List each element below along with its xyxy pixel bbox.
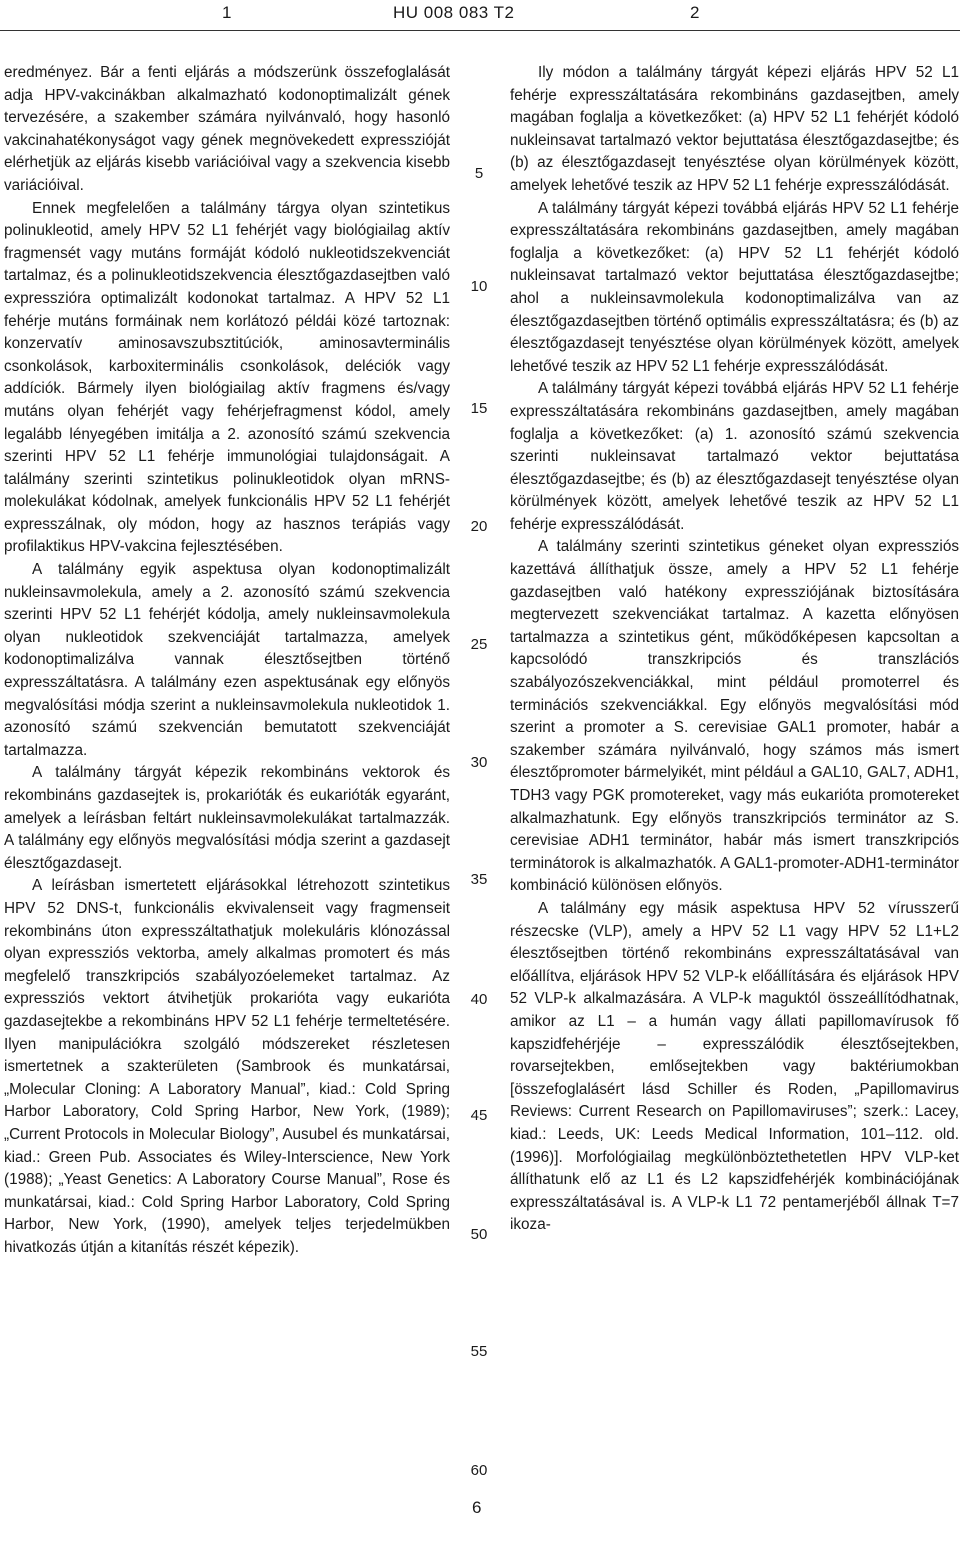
paragraph: A találmány tárgyát képezik rekombináns vektorok és rekombináns gazdasejtek is, prokarióták és eukarióták egyaránt, amelyek a leírásban feltárt nukleinsavmolekulákat tartalmazzák. A találmány egy előnyös megvalósítási módja szerint a gazdasejt élesztőgazdasejt. <box>4 764 450 872</box>
paragraph: Ily módon a találmány tárgyát képezi eljárás HPV 52 L1 fehérje expresszáltatására rekombináns gazdasejtben, amely magában foglalja a következőket: (a) HPV 52 L1 fehérjét kódoló nukleinsavat tartalmazó vektor bejuttatása élesztőgazdasejtbe; és (b) az élesztőgazdasejt tenyésztése olyan körülmények között, amelyek lehetővé teszik az HPV 52 L1 fehérje expresszálódását. <box>510 64 959 194</box>
line-number: 5 <box>474 165 484 182</box>
line-number: 25 <box>470 636 488 653</box>
line-number: 40 <box>470 991 488 1008</box>
right-column <box>510 62 959 1237</box>
line-number: 55 <box>470 1343 488 1360</box>
header-rule <box>0 30 960 31</box>
paragraph: eredményez. Bár a fenti eljárás a módszerünk összefoglalását adja HPV-vakcinákban alkalmazható kodonoptimalizált gének tervezésére, a szakember számára nyilvánvaló, hogy hasonló vakcinahatékonyságot vagy gének megnövekedett expresszióját elérhetjük az eljárás kisebb variációival vagy a szekvencia kisebb variációival. <box>4 64 450 194</box>
line-number: 60 <box>470 1462 488 1479</box>
line-number: 15 <box>470 400 488 417</box>
left-column <box>4 62 450 1259</box>
paragraph: A találmány szerinti szintetikus géneket olyan expressziós kazettává állíthatjuk össze, amely a HPV 52 L1 fehérje gazdasejtben való hatékony expressziójának biztosítására megtervezett szekvenciákat tartalmaz. A kazetta előnyösen tartalmazza a szintetikus gént, működőképesen kapcsoltan a kapcsolódó transzkripciós és transzlációs szabályozószekvenciákkal, mint például promoterrel és terminációs szekvenciákkal. Egy előnyös megvalósítási mód szerint a promoter a S. cerevisiae GAL1 promoter, habár a szakember számára nyilvánvaló, hogy számos más ismert élesztőpromoter bármelyikét, mint például a GAL10, GAL7, ADH1, TDH3 vagy PGK promotereket, vagy más eukarióta promotereket alkalmazhatunk. Egy előnyös transzkripciós terminátor az S. cerevisiae ADH1 terminátor, habár más ismert transzkripciós terminátorok is alkalmazhatók. A GAL1-promoter-ADH1-terminátor kombináció különösen előnyös. <box>510 538 959 895</box>
line-number: 35 <box>470 871 488 888</box>
right-page-number: 2 <box>690 3 700 22</box>
paragraph: A találmány egy másik aspektusa HPV 52 vírusszerű részecske (VLP), amely a HPV 52 L1 vagy HPV 52 L1+L2 élesztősejtben történő rekombináns expresszáltatásával van előállítva, eljárások HPV 52 VLP-k előállítására és eljárások HPV 52 VLP-k alkalmazására. A VLP-k maguktól összeállítódhatnak, amikor az L1 – a humán vagy állati papillomavírusok fő kapszidfehérjéje – expresszálódik élesztősejtekben, rovarsejtekben, emlősejtekben vagy baktériumokban [összefoglalásért lásd Schiller és Roden, „Papillomavirus Reviews: Current Research on Papillomaviruses”; szerk.: Lacey, kiad.: Leeds, UK: Leeds Medical Information, 101–112. old. (1996)]. Morfológiailag megkülönböztethetetlen HPV VLP-ket állíthatunk elő az L1 és L2 kapszidfehérjék kombinációjának expresszáltatásával is. A VLP-k L1 72 pentamerjéből állnak T=7 ikoza- <box>510 899 959 1234</box>
left-page-number: 1 <box>222 3 232 22</box>
line-number: 30 <box>470 754 488 771</box>
page-header <box>0 0 960 32</box>
paragraph: Ennek megfelelően a találmány tárgya olyan szintetikus polinukleotid, amely HPV 52 L1 fehérjét vagy biológiailag aktív fragmensét vagy mutáns formáját kódoló nukleotidszekvenciát tartalmaz, és a polinukleotidszekvencia élesztőgazdasejtben való expresszióra optimalizált kodonokat tartalmaz. A HPV 52 L1 fehérje mutáns formáinak nem korlátozó példái közé tartoznak: konzervatív aminosavszubsztitúciók, aminosavterminális csonkolások, karboxiterminális csonkolások, deléciók vagy addíciók. Bármely ilyen biológiailag aktív fragmens és/vagy mutáns olyan fehérjét vagy fehérjefragmenst kódol, amely legalább lényegében imitálja a 2. azonosító számú szekvencia szerinti HPV 52 L1 fehérje immunológiai tulajdonságait. A találmány szerinti szintetikus polinukleotidok olyan mRNS-molekulákat kódolnak, amelyek funkcionális HPV 52 L1 fehérjét expresszálnak, oly módon, hogy az hasznos terápiás vagy profilaktikus HPV-vakcina fejlesztésében. <box>4 199 450 556</box>
paragraph: A találmány tárgyát képezi továbbá eljárás HPV 52 L1 fehérje expresszáltatására rekombináns gazdasejtben, amely magában foglalja a következőket: (a) 1. azonosító számú szekvencia szerinti nukleinsavat tartalmazó vektor bejuttatása élesztőgazdasejtbe; és (b) az élesztőgazdasejt tenyésztése olyan körülmények között, amelyek lehetővé teszik az HPV 52 L1 fehérje expresszálódását. <box>510 380 959 533</box>
line-number: 20 <box>470 518 488 535</box>
line-number: 50 <box>470 1226 488 1243</box>
document-id: HU 008 083 T2 <box>393 3 515 22</box>
paragraph: A találmány tárgyát képezi továbbá eljárás HPV 52 L1 fehérje expresszáltatására rekombináns gazdasejtben, amely magában foglalja a következőket: (a) HPV 52 L1 fehérjét kódoló nukleinsavat tartalmazó vektor bejuttatása élesztőgazdasejtbe; ahol a nukleinsavmolekula kodonoptimalizálva van az élesztőgazdasejtben történő optimális expresszáltatásra; és (b) az élesztőgazdasejt tenyésztése olyan körülmények között, amelyek lehetővé teszik az HPV 52 L1 fehérje expresszálódását. <box>510 199 959 375</box>
line-number: 45 <box>470 1107 488 1124</box>
page-number: 6 <box>472 1498 482 1517</box>
line-number: 10 <box>470 278 488 295</box>
paragraph: A találmány egyik aspektusa olyan kodonoptimalizált nukleinsavmolekula, amely a 2. azonosító számú szekvencia szerinti HPV 52 L1 fehérjét kódolja, amely nukleinsavmolekula olyan nukleotidok szekvenciáját tartalmazza, amelyek kodonoptimalizálva vannak élesztősejtben történő expresszáltatásra. A találmány ezen aspektusának egy előnyös megvalósítási módja szerint a nukleinsavmolekula nukleotidok 1. azonosító számú szekvencián bemutatott szekvenciáját tartalmazza. <box>4 561 450 759</box>
paragraph: A leírásban ismertetett eljárásokkal létrehozott szintetikus HPV 52 DNS-t, funkcionális ekvivalenseit vagy fragmenseit rekombináns úton expresszáltathatjuk molekuláris klónozással olyan expressziós vektorba, amely alkalmas promotert és más megfelelő transzkripciós szabályozóelemeket tartalmaz. Az expressziós vektort átvihetjük prokarióta vagy eukarióta gazdasejtekbe a rekombináns HPV 52 L1 fehérje termeltetésére. Ilyen manipulációkra szolgáló módszereket részletesen ismertetnek a szakterületen (Sambrook és munkatársai, „Molecular Cloning: A Laboratory Manual”, kiad.: Cold Spring Harbor Laboratory, Cold Spring Harbor, New York, (1989); „Current Protocols in Molecular Biology”, Ausubel és munkatársai, kiad.: Green Pub. Associates és Wiley-Interscience, New York (1988); „Yeast Genetics: A Laboratory Course Manual”, Rose és munkatársai, kiad.: Cold Spring Harbor Laboratory, Cold Spring Harbor, New York, (1990), amelyek teljes terjedelmükben hivatkozás útján a kitanítás részét képezik). <box>4 877 450 1256</box>
